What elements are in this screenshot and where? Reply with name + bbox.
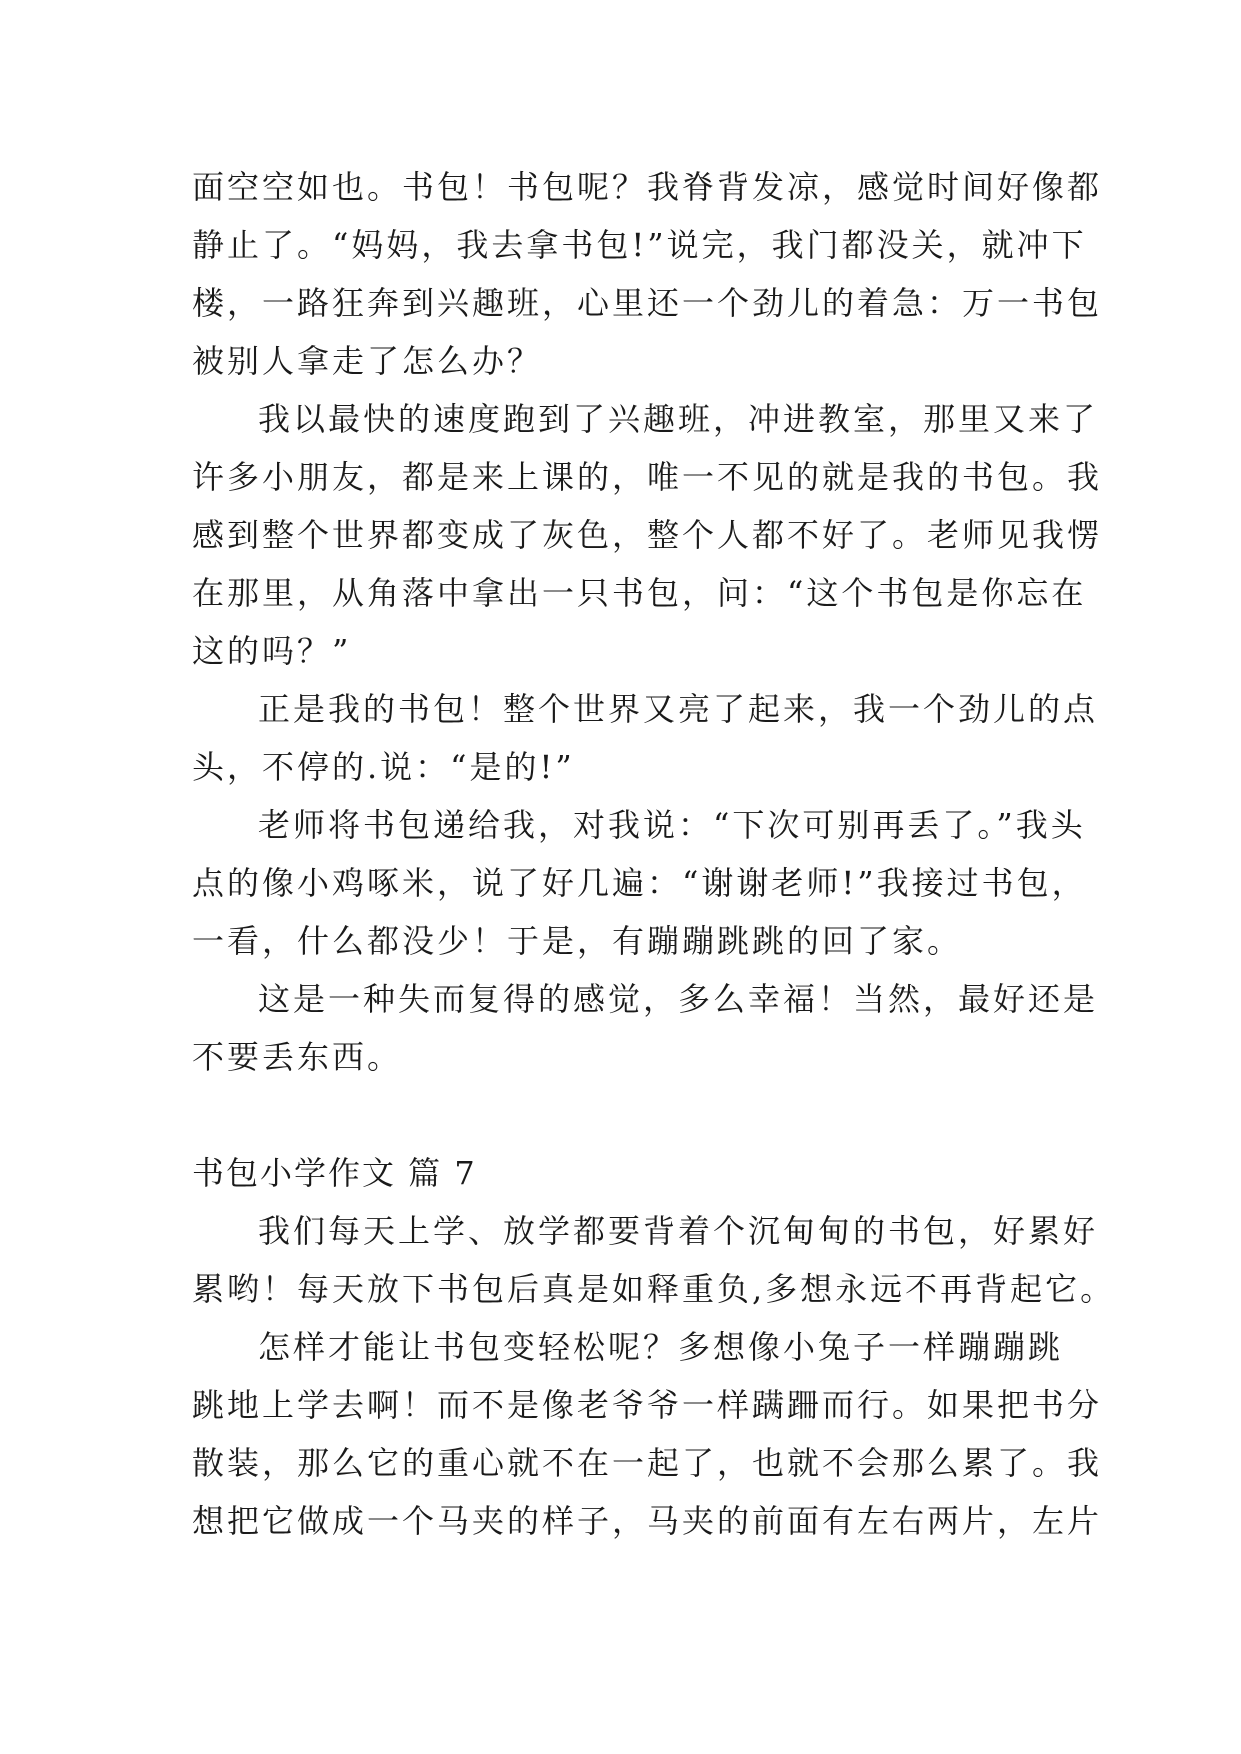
text-line: 许多小朋友，都是来上课的，唯一不见的就是我的书包。我 (192, 458, 1103, 496)
document-body (192, 158, 1116, 1550)
text-line: 这是一种失而复得的感觉，多么幸福！当然，最好还是 (258, 980, 1099, 1018)
text-line: 我们每天上学、放学都要背着个沉甸甸的书包，好累好 (258, 1212, 1099, 1250)
text-line: 一看，什么都没少！于是，有蹦蹦跳跳的回了家。 (192, 922, 963, 960)
paragraph-3 (192, 680, 1099, 796)
text-line: 散装，那么它的重心就不在一起了，也就不会那么累了。我 (192, 1444, 1103, 1482)
text-line: 静止了。“妈妈，我去拿书包!”说完，我门都没关，就冲下 (192, 226, 1087, 264)
text-line: 累哟！每天放下书包后真是如释重负,多想永远不再背起它。 (192, 1270, 1116, 1308)
text-line: 这的吗？” (192, 632, 352, 670)
text-line: 跳地上学去啊！而不是像老爷爷一样蹒跚而行。如果把书分 (192, 1386, 1103, 1424)
paragraph-1 (192, 158, 1103, 390)
text-line: 怎样才能让书包变轻松呢？多想像小兔子一样蹦蹦跳 (258, 1328, 1064, 1366)
paragraph-4 (192, 796, 1087, 970)
paragraph-7 (192, 1318, 1103, 1550)
text-line: 头，不停的.说：“是的!” (192, 748, 575, 786)
text-line: 我以最快的速度跑到了兴趣班，冲进教室，那里又来了 (258, 400, 1099, 438)
paragraph-6 (192, 1202, 1116, 1318)
text-line: 想把它做成一个马夹的样子，马夹的前面有左右两片，左片 (192, 1502, 1103, 1540)
section-gap (192, 1086, 1062, 1144)
paragraph-2 (192, 390, 1103, 680)
text-line: 楼，一路狂奔到兴趣班，心里还一个劲儿的着急：万一书包 (192, 284, 1103, 322)
text-line: 正是我的书包！整个世界又亮了起来，我一个劲儿的点 (258, 690, 1099, 728)
text-line: 面空空如也。书包！书包呢？我脊背发凉，感觉时间好像都 (192, 168, 1103, 206)
text-line: 不要丢东西。 (192, 1038, 403, 1076)
text-line: 感到整个世界都变成了灰色，整个人都不好了。老师见我愣 (192, 516, 1103, 554)
paragraph-5 (192, 970, 1099, 1086)
text-line: 在那里，从角落中拿出一只书包，问：“这个书包是你忘在 (192, 574, 1087, 612)
text-line: 老师将书包递给我，对我说：“下次可别再丢了。”我头 (258, 806, 1086, 844)
text-line: 点的像小鸡啄米，说了好几遍：“谢谢老师!”我接过书包， (192, 864, 1087, 902)
text-line: 被别人拿走了怎么办？ (192, 342, 543, 380)
essay-heading: 书包小学作文 篇 7 (192, 1154, 477, 1192)
